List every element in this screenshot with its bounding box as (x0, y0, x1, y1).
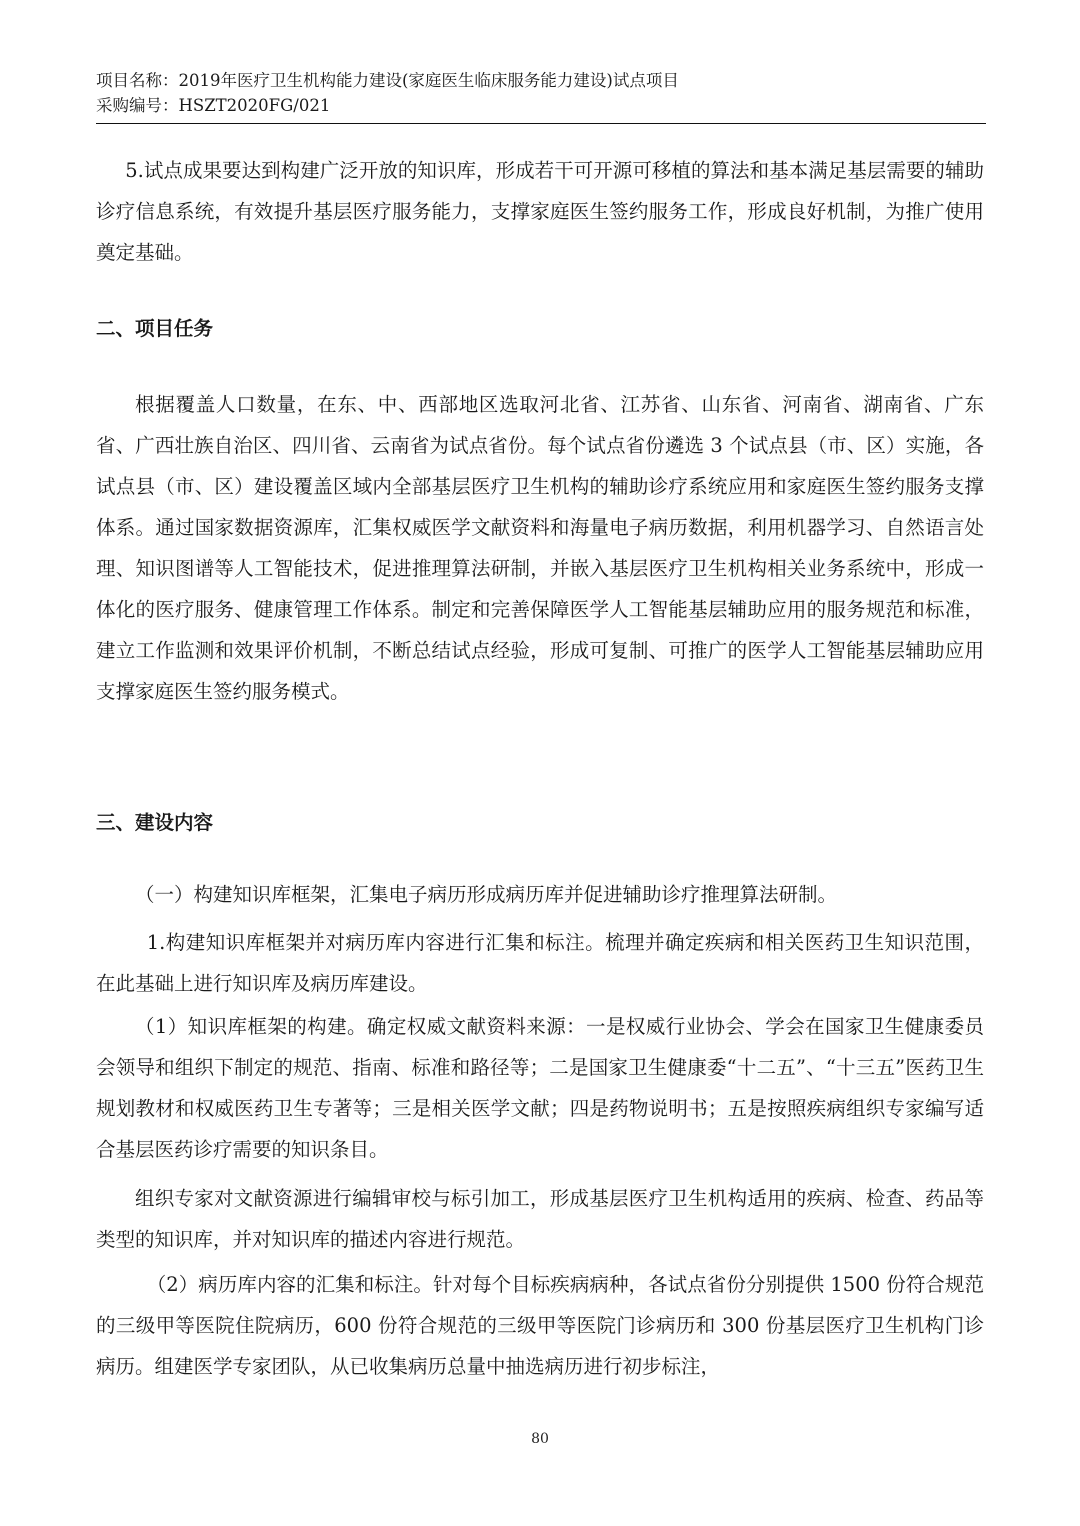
paragraph-item-1-1: （1）知识库框架的构建。确定权威文献资料来源：一是权威行业协会、学会在国家卫生健康委员会领导和组织下制定的规范、指南、标准和路径等；二是国家卫生健康委“十二五”、“十三五”医药卫生规划教材和权威医药卫生专著等；三是相关医学文献；四是药物说明书；五是按照疾病组织专家编写适合基层医药诊疗需要的知识条目。 (96, 1015, 984, 1161)
page-number: 80 (531, 1431, 549, 1447)
paragraph-organize-experts: 组织专家对文献资源进行编辑审校与标引加工，形成基层医疗卫生机构适用的疾病、检查、药品等类型的知识库，并对知识库的描述内容进行规范。 (96, 1187, 984, 1251)
project-name: 项目名称：2019年医疗卫生机构能力建设(家庭医生临床服务能力建设)试点项目 (96, 71, 679, 90)
paragraph-item-1-2: （2）病历库内容的汇集和标注。针对每个目标疾病病种，各试点省份分别提供 1500 份符合规范的三级甲等医院住院病历，600 份符合规范的三级甲等医院门诊病历和 300 份基层医疗卫生机构门诊病历。组建医学专家团队，从已收集病历总量中抽选病历进行初步标注， (96, 1273, 984, 1378)
header-divider (96, 123, 986, 124)
page-header (96, 68, 986, 118)
paragraph-project-tasks: 根据覆盖人口数量，在东、中、西部地区选取河北省、江苏省、山东省、河南省、湖南省、广东省、广西壮族自治区、四川省、云南省为试点省份。每个试点省份遴选 3 个试点县（市、区）实施，各试点县（市、区）建设覆盖区域内全部基层医疗卫生机构的辅助诊疗系统应用和家庭医生签约服务支撑体系。通过国家数据资源库，汇集权威医学文献资料和海量电子病历数据，利用机器学习、自然语言处理、知识图谱等人工智能技术，促进推理算法研制，并嵌入基层医疗卫生机构相关业务系统中，形成一体化的医疗服务、健康管理工作体系。制定和完善保障医学人工智能基层辅助应用的服务规范和标准，建立工作监测和效果评价机制，不断总结试点经验，形成可复制、可推广的医学人工智能基层辅助应用支撑家庭医生签约服务模式。 (96, 393, 984, 703)
section-heading-project-tasks: 二、项目任务 (96, 317, 214, 340)
section-heading-construction-content: 三、建设内容 (96, 811, 214, 834)
paragraph-subsection-1: （一）构建知识库框架，汇集电子病历形成病历库并促进辅助诊疗推理算法研制。 (135, 883, 838, 906)
paragraph-goal-5: 5.试点成果要达到构建广泛开放的知识库，形成若干可开源可移植的算法和基本满足基层需要的辅助诊疗信息系统，有效提升基层医疗服务能力，支撑家庭医生签约服务工作，形成良好机制，为推广使用奠定基础。 (96, 159, 984, 264)
procurement-number: 采购编号：HSZT2020FG/021 (96, 96, 331, 115)
paragraph-item-1: 1.构建知识库框架并对病历库内容进行汇集和标注。梳理并确定疾病和相关医药卫生知识范围，在此基础上进行知识库及病历库建设。 (96, 931, 984, 995)
